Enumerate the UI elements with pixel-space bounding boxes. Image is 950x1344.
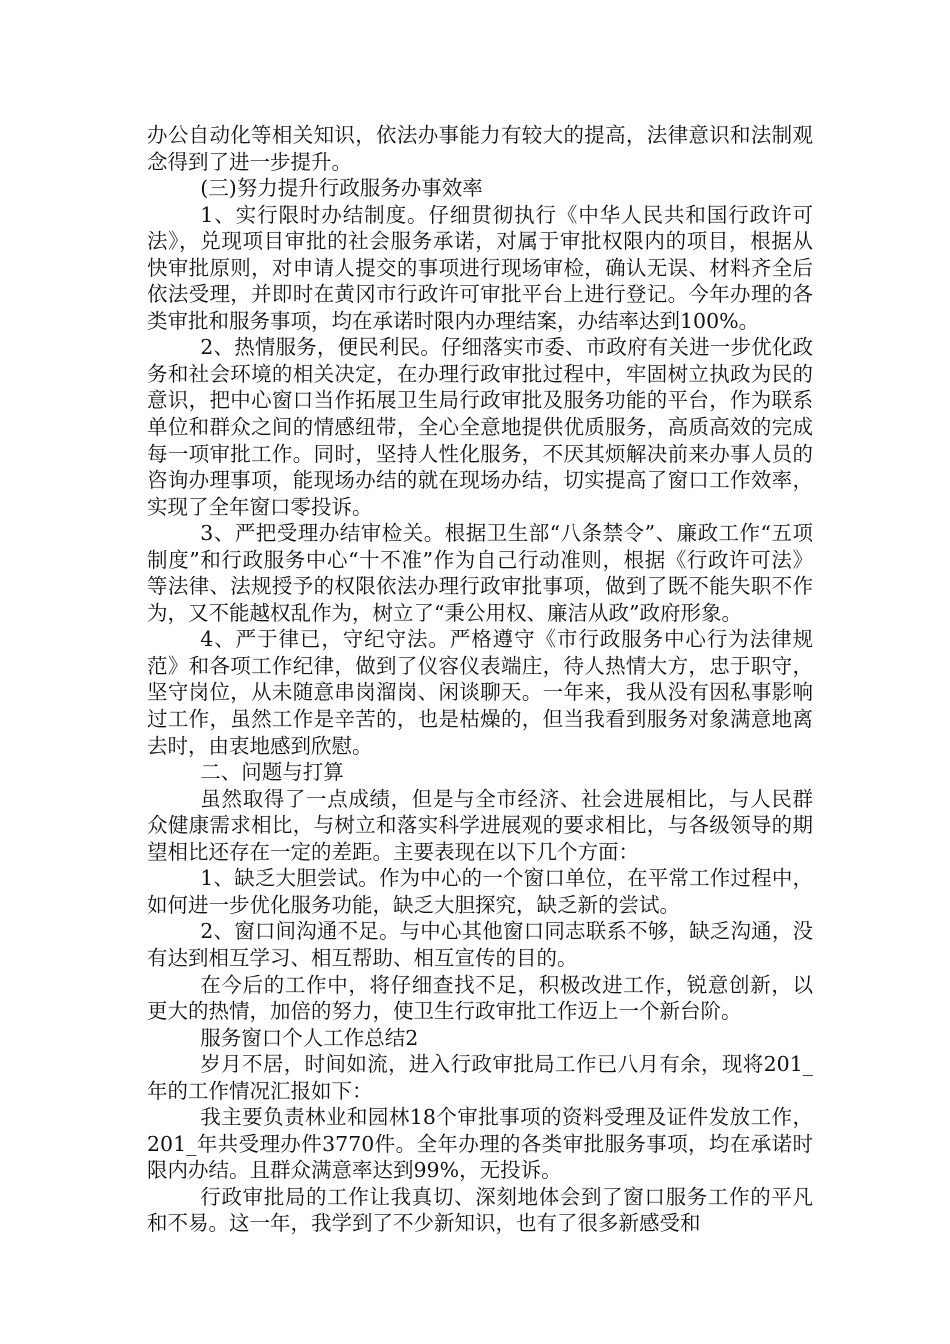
section-heading-summary-2: 服务窗口个人工作总结2 — [200, 1025, 419, 1050]
paragraph-responsibilities: 我主要负责林业和园林18个审批事项的资料受理及证件发放工作，201_年共受理办件3770件。全年办理的各类审批服务事项，均在承诺时限内办结。且群众满意率达到99%，无投诉。 — [147, 1105, 813, 1183]
paragraph-lack-attempt: 1、缺乏大胆尝试。作为中心的一个窗口单位，在平常工作过程中，如何进一步优化服务功能，缺乏大胆探究，缺乏新的尝试。 — [147, 866, 813, 917]
paragraph-intro-2: 岁月不居，时间如流，进入行政审批局工作已八月有余，现将201_年的工作情况汇报如下： — [147, 1052, 813, 1103]
paragraph-warm-service: 2、热情服务，便民利民。仔细落实市委、市政府有关进一步优化政务和社会环境的相关决定，在办理行政审批过程中，牢固树立执政为民的意识，把中心窗口当作拓展卫生局行政审批及服务功能的平台，作为联系单位和群众之间的情感纽带，全心全意地提供优质服务，高质高效的完成每一项审批工作。同时，坚持人性化服务，不厌其烦解决前来办事人员的咨询办理事项，能现场办结的就在现场办结，切实提高了窗口工作效率，实现了全年窗口零投诉。 — [147, 335, 813, 519]
paragraph-self-discipline: 4、严于律已，守纪守法。严格遵守《市行政服务中心行为法律规范》和各项工作纪律，做到了仪容仪表端庄，待人热情大方，忠于职守，坚守岗位，从未随意串岗溜岗、闲谈聊天。一年来，我从没有因私事影响过工作，虽然工作是辛苦的，也是枯燥的，但当我看到服务对象满意地离去时，由衷地感到欣慰。 — [147, 627, 813, 758]
paragraph-continuation: 办公自动化等相关知识，依法办事能力有较大的提高，法律意识和法制观念得到了进一步提升。 — [147, 123, 813, 174]
section-heading-problems: 二、问题与打算 — [200, 760, 344, 785]
paragraph-experience: 行政审批局的工作让我真切、深刻地体会到了窗口服务工作的平凡和不易。这一年，我学到了不少新知识，也有了很多新感受和 — [147, 1184, 813, 1236]
paragraph-gap: 虽然取得了一点成绩，但是与全市经济、社会进展相比，与人民群众健康需求相比，与树立和落实科学进展观的要求相比，与各级领导的期望相比还存在一定的差距。主要表现在以下几个方面： — [147, 786, 813, 864]
paragraph-strict-review: 3、严把受理办结审检关。根据卫生部“八条禁令”、廉政工作“五项制度”和行政服务中心“十不准”作为自己行动准则，根据《行政许可法》等法律、法规授予的权限依法办理行政审批事项，做到了既不能失职不作为，又不能越权乱作为，树立了“秉公用权、廉洁从政”政府形象。 — [147, 521, 813, 625]
paragraph-future-work: 在今后的工作中，将仔细查找不足，积极改进工作，锐意创新，以更大的热情，加倍的努力，使卫生行政审批工作迈上一个新台阶。 — [147, 972, 813, 1024]
paragraph-communication: 2、窗口间沟通不足。与中心其他窗口同志联系不够，缺乏沟通，没有达到相互学习、相互帮助、相互宣传的目的。 — [147, 919, 813, 970]
document-body — [147, 122, 813, 1237]
section-heading-efficiency: (三)努力提升行政服务办事效率 — [200, 176, 483, 201]
paragraph-time-limit: 1、实行限时办结制度。仔细贯彻执行《中华人民共和国行政许可法》，兑现项目审批的社会服务承诺，对属于审批权限内的项目，根据从快审批原则，对申请人提交的事项进行现场审检，确认无误、材料齐全后依法受理，并即时在黄冈市行政许可审批平台上进行登记。今年办理的各类审批和服务事项，均在承诺时限内办理结案，办结率达到100%。 — [147, 202, 813, 333]
